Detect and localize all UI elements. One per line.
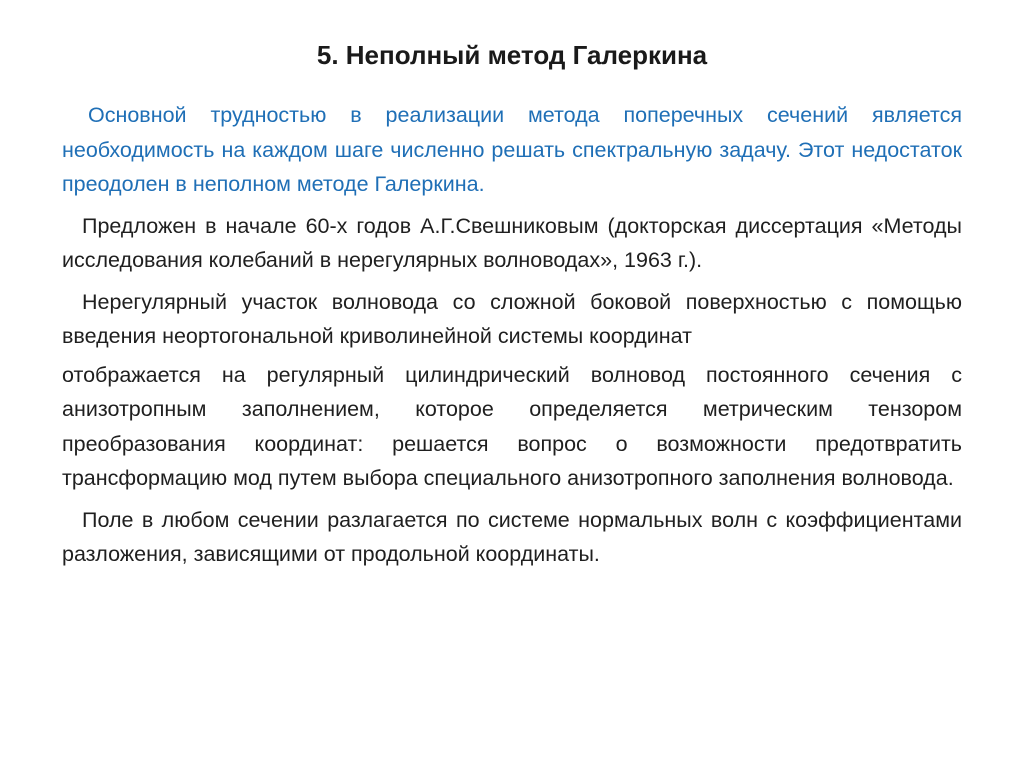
paragraph-field-expansion: Поле в любом сечении разлагается по системе нормальных волн с коэффициентами разложения, зависящими от продольной координаты. [62,507,962,566]
paragraph-irregular-section: Нерегулярный участок волновода со сложной боковой поверхностью с помощью введения неортогональной криволинейной системы координат [62,289,962,348]
slide-title: 5. Неполный метод Галеркина [316,40,708,70]
slide-body [62,98,962,579]
paragraph-history: Предложен в начале 60-х годов А.Г.Свешниковым (докторская диссертация «Методы исследования колебаний в нерегулярных волноводах», 1963 г.). [62,213,962,272]
paragraph-mapping: отображается на регулярный цилиндрический волновод постоянного сечения с анизотропным заполнением, которое определяется метрическим тензором преобразования координат: решается вопрос о возможности предотвратить трансформацию мод путем выбора специального анизотропного заполнения волновода. [62,362,962,490]
paragraph-intro: Основной трудностью в реализации метода поперечных сечений является необходимость на каждом шаге численно решать спектральную задачу. Этот недостаток преодолен в неполном методе Галеркина. [62,103,962,196]
